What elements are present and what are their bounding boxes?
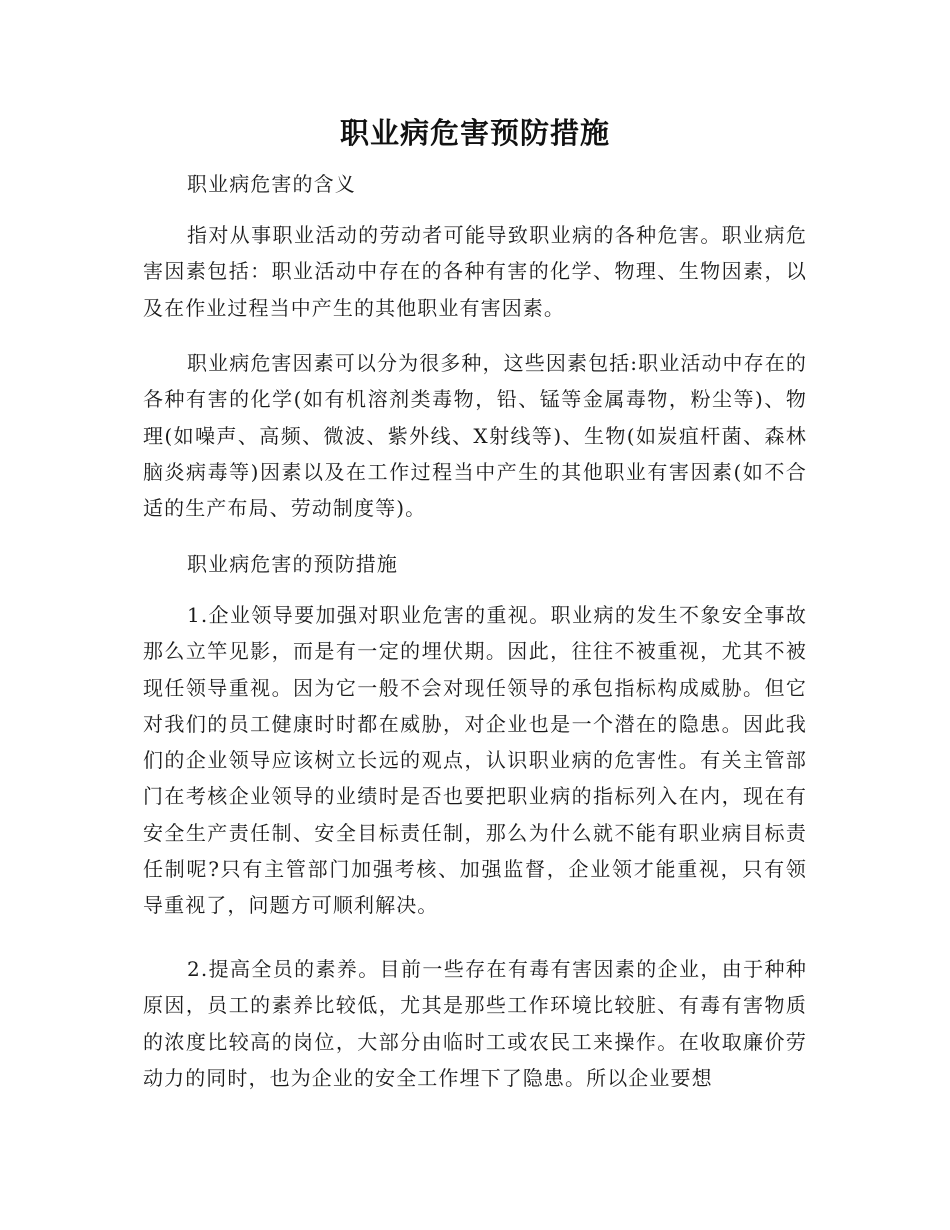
- section-heading-measures: 职业病危害的预防措施: [187, 552, 398, 576]
- document-title: 职业病危害预防措施: [339, 116, 610, 150]
- paragraph-definition: 指对从事职业活动的劳动者可能导致职业病的各种危害。职业病危害因素包括：职业活动中存在的各种有害的化学、物理、生物因素，以及在作业过程当中产生的其他职业有害因素。: [143, 223, 807, 320]
- paragraph-measure-1: 1.企业领导要加强对职业危害的重视。职业病的发生不象安全事故那么立竿见影，而是有一定的埋伏期。因此，往往不被重视，尤其不被现任领导重视。因为它一般不会对现任领导的承包指标构成威胁。但它对我们的员工健康时时都在威胁，对企业也是一个潜在的隐患。因此我们的企业领导应该树立长远的观点，认识职业病的危害性。有关主管部门在考核企业领导的业绩时是否也要把职业病的指标列入在内，现在有安全生产责任制、安全目标责任制，那么为什么就不能有职业病目标责任制呢?只有主管部门加强考核、加强监督，企业领才能重视，只有领导重视了，问题方可顺利解决。: [143, 603, 807, 918]
- paragraph-measure-2: 2.提高全员的素养。目前一些存在有毒有害因素的企业，由于种种原因，员工的素养比较低，尤其是那些工作环境比较脏、有毒有害物质的浓度比较高的岗位，大部分由临时工或农民工来操作。在收取廉价劳动力的同时，也为企业的安全工作埋下了隐患。所以企业要想: [143, 957, 807, 1090]
- section-heading-meaning: 职业病危害的含义: [187, 172, 356, 196]
- paragraph-factors: 职业病危害因素可以分为很多种，这些因素包括:职业活动中存在的各种有害的化学(如有机溶剂类毒物，铅、锰等金属毒物，粉尘等)、物理(如噪声、高频、微波、紫外线、X射线等)、生物(如炭疽杆菌、森林脑炎病毒等)因素以及在工作过程当中产生的其他职业有害因素(如不合适的生产布局、劳动制度等)。: [143, 351, 807, 521]
